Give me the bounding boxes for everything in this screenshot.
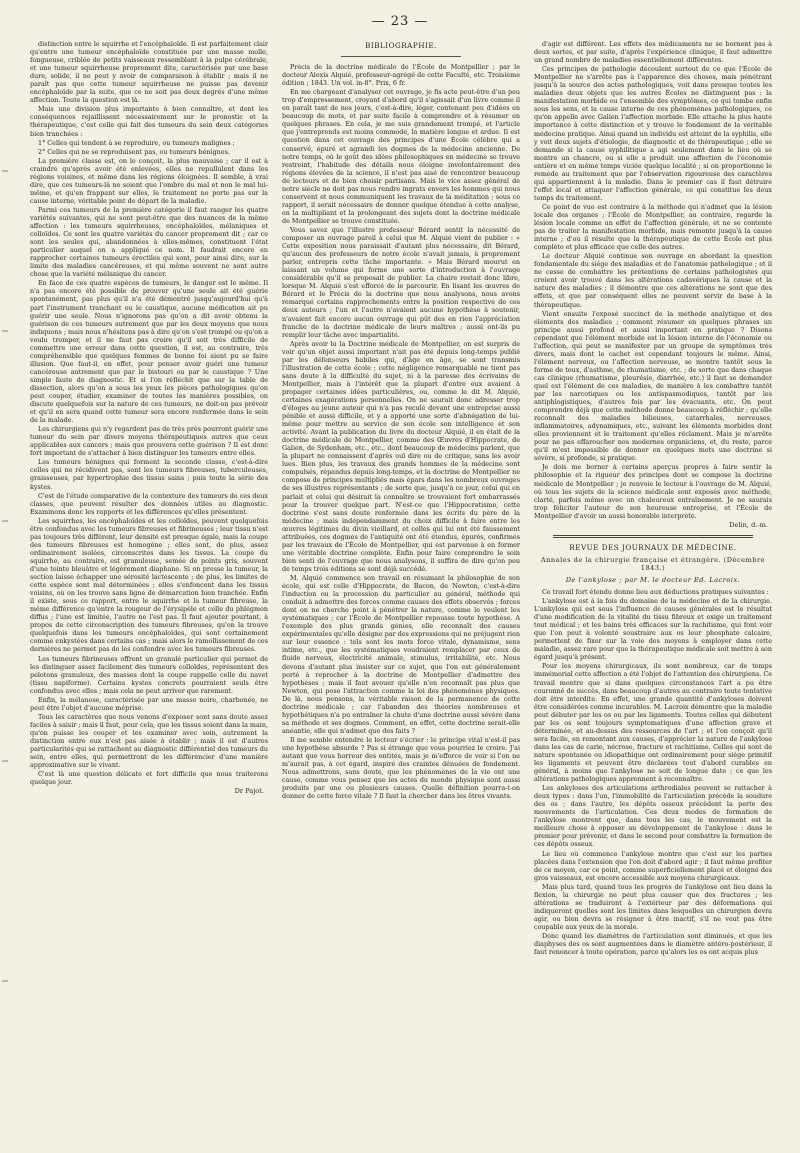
paragraph: Le docteur Alquié continue son ouvrage en abordant la question fondamentale du siége des maladies et de l'anatomie pathologique ; et il ne cesse de combattre les prétentions de certains pathologistes qui croient avoir trouvé dans les altérations cadavériques la cause et la nature des maladies ; il démontre que ces altérations ne sont que des effets, et que par conséquent elles ne peuvent servir de base à la thérapeutique. — [534, 252, 772, 309]
article-body — [30, 40, 268, 786]
paragraph: distinction entre le squirrhe et l'encéphaloïde. Il est parfaitement clair qu'entre une tumeur encéphaloïde constituée par une masse molle, fongueuse, criblée de petits vaisseaux ressemblant à la pulpe cérébrale, et une tumeur squirrheuse proprement dite, caractérisée par une base dure, solide, il ne peut y avoir de comparaison à établir ; mais il ne paraît pas que cette tumeur squirrheuse ne puisse pas devenir encéphaloïde par la suite, que ce ne soit pas deux degrés d'une même affection. Toute la question est là. — [30, 40, 268, 105]
paragraph: Tous les caractères que nous venons d'exposer sont sans doute assez faciles à saisir ; mais il faut, pour cela, que les tissus soient dans la main, qu'on puisse les couper et les examiner avec soin, autrement la distinction entre eux n'est pas aisée à établir ; mais il est d'autres particularités qui se rattachent au diagnostic différentiel des tumeurs du sein, entre elles, qui permettront de les différencier d'une manière approximative sur le vivant. — [30, 712, 268, 770]
paragraph: Les tumeurs fibrineuses offrent un granulé particulier qui permet de les distinguer assez facilement des tumeurs colloïdes, représentent des pelotons granuleux, des masses dont la coupe rappelle celle du navet (tissu napiforme). Certains kystes concrets pourraient seuls être confondus avec elles ; mais cela ne peut arriver que rarement. — [30, 654, 268, 695]
paragraph: Vous savez que l'illustre professeur Bérard sentit la nécessité de composer un ouvrage pareil à celui que M. Alquié vient de publier : « Cette exposition nous paraissait d'autant plus nécessaire, dit Bérard, qu'aucun des professeurs de notre école n'avait jamais, à proprement parler, entrepris cette tâche importante. » Mais Bérard mourut en laissant un volume qui forme une sorte d'introduction à l'ouvrage considérable qu'il se proposait de publier. La chaire restait donc libre, lorsque M. Alquié s'est efforcé de le parcourir. En lisant les œuvres de Bérard et le Précis de la doctrine que nous analysons, nous avons remarqué certains rapprochements entre la position respective de ces deux auteurs ; l'un et l'autre n'avaient aucune hypothèse à soutenir, n'avaient fait encore aucun ouvrage qui pût des en rien l'appréciation franche de la doctrine médicale de leurs maîtres ; aussi ont-ils pu remplir leur tâche avec impartialité. — [282, 225, 520, 339]
paragraph: Mais une division plus importante à bien connaître, et dont les conséquences rejaillissent nécessairement sur le pronostic et la thérapeutique, c'est celle qui fait des tumeurs du sein deux catégories bien tranchées : — [30, 105, 268, 138]
paragraph: En me chargeant d'analyser cet ouvrage, je fis acte peut-être d'un peu trop d'empressement, croyant d'abord qu'il s'agissait d'un livre comme il en paraît tant de nos jours, c'est-à-dire, léger, contenant peu d'idées en beaucoup de mots, et par suite facile à comprendre et à résumer en quelques phrases. En cela, je me suis grandement trompé, et l'article que j'entreprends est moins commode, la matière longue et ardue. Il est question dans cet ouvrage des principes d'une École célèbre qui a conservé, épuré et agrandi les dogmes de la médecine ancienne. De notre temps, où le goût des idées philosophiques en médecine se trouve restreint, l'habitude des détails nous éloigne involontairement des régions élevées de la science, il n'est pas aisé de rencontrer beaucoup de lecteurs et de bien choisir partisans. Mais le vice assez général de notre siècle ne doit pas nous rendre ingrats envers les hommes qui nous conservent et nous communiquent les travaux de la méditation ; sous ce rapport, il serait nécessaire de donner quelque étendue à cette analyse, en la multipliant et la prolongeant des sujets dont la doctrine médicale de Montpellier se trouve constituée. — [282, 88, 520, 225]
paragraph: Vient ensuite l'exposé succinct de la méthode analytique et des éléments des maladies ; comment résumer en quelques phrases un principe aussi profond et aussi important en pratique ? Disons cependant que l'élément morbide est la lésion interne de l'économie ou l'affection, qui peut se manifester par un groupe de symptômes très divers, mais dont le cachet est cependant toujours le même. Ainsi, l'élément nerveux, ou l'affection nerveuse, se montre tantôt sous la forme de toux, d'asthme, de rhumatisme, etc. ; de sorte que dans chaque cas clinique (rhumatisme, pleurésie, diarrhée, etc.) il faut se demander quel est l'élément de ces maladies, de manière à les combattre tantôt par les narcotiques ou les antispasmodiques, tantôt par les antiphlogistiques, d'autres fois par les évacuants, etc. On peut comprendre déjà que cette méthode donne beaucoup à réfléchir ; qu'elle reconnaît des maladies bilieuses, catarrhales, nerveuses, inflammatoires, adynamiques, etc., suivant les éléments morbides dont elles proviennent et le traitement qu'elles réclament. Mais je m'arrête pour ne pas effaroucher nos modernes organiciens, et, du reste, parce qu'il m'est impossible de donner en quelques mots une doctrine si sévère, si profonde, si pratique. — [534, 309, 772, 463]
paragraph: Il me semble entendre le lecteur s'écrier : le principe vital n'est-il pas une hypothèse absurde ? Pas si étrange que vous pourriez le croire. J'ai autant que vous horreur des entités, mais je m'efforce de voir si l'on ne m'aurait pas, à cet égard, inspiré des craintes dénuées de fondement. Nous admettrons, sans doute, que les phénomènes de la vie ont une cause, comme vous pensez que les actes du monde physique sont aussi produits par une ou plusieurs causes. Quelle définition pourra-t-on donner de cette force vitale ? Il faut la chercher dans les êtres vivants. — [282, 735, 520, 801]
column-left — [30, 40, 268, 1140]
journal-review-body — [534, 588, 772, 956]
margin-mark — [2, 760, 8, 762]
paragraph: Je dois me borner à certains aperçus propres à faire sentir la philosophie et la rigueur des principes dont se compose la doctrine médicale de Montpellier ; je renvoie le lecteur à l'ouvrage de M. Alquié, où tous les sujets de la science médicale sont exposés avec méthode, clarté, parfois même avec un chaleureux entraînement. Je ne saurais trop féliciter l'auteur de son heureuse entreprise, et l'École de Montpellier d'avoir un aussi honorable interprète. — [534, 463, 772, 520]
section-heading-bibliographie: BIBLIOGRAPHIE. — [365, 41, 437, 50]
column-right — [534, 40, 772, 1140]
margin-mark — [2, 980, 8, 982]
signature: Delin, d.-m. — [729, 520, 768, 529]
paragraph: Les ankyloses des articulations arthrodiales peuvent se rattacher à deux types : dans l'un, l'immobilité de l'articulation précède la soudure des os ; dans l'autre, les dépôts osseux précèdent la perte des mouvements de l'articulation. Ces deux modes de formation de l'ankylose montrent que, dans tous les cas, le mouvement est la meilleure chose à opposer au développement de l'ankylose : dans le premier pour prévenir, et dans le second pour combattre la formation de ces dépôts osseux. — [534, 784, 772, 849]
paragraph: Ces principes de pathologie découlent surtout de ce que l'École de Montpellier ne s'arrête pas à l'apparence des choses, mais pénétrant jusqu'à la source des actes pathologiques, voit dans presque toutes les maladies deux objets que les autres Écoles ne distinguent pas : la manifestation morbide ou l'ensemble des symptômes, ce qui tombe enfin sous les sens, et la cause interne de ces phénomènes pathologiques, ce qu'on appelle avec Galien l'affection morbide. Elle attache la plus haute importance à cette distinction et y trouve le fondement de la véritable médecine pratique. Ainsi quand un individu est atteint de la syphilis, elle y voit deux sujets d'étiologie, de diagnostic et de thérapeutique ; elle se demande si la cause syphilitique a agi seulement dans le lieu où se montre un chancre, ou si elle a produit une affection de l'économie entière et en même temps viciée quelque localité ; si on proportionne le remède au traitement que par l'observation rigoureuse des caractères qui appartiennent à la maladie. Dans le premier cas il faut détruire l'effet local et attaquer l'affection générale, ce qui constitue les deux temps du traitement. — [534, 65, 772, 202]
paragraph: La première classe est, on le conçoit, la plus mauvaise ; car il est à craindre qu'après avoir été enlevées, elles ne repullulent dans les régions voisines, et même dans les régions éloignées. Il semble, à vrai dire, que ces tumeurs-là ne soient que l'ombre du mal et non le mal lui-même, et qu'en frappant sur elles, le traitement ne porte pas sur la cause interne, véritable point de départ de la maladie. — [30, 156, 268, 205]
paragraph: Donc quand les diamètres de l'articulation sont diminués, et que les diaphyses des os sont augmentées dans le diamètre antéro-postérieur, il faut renoncer à toute opération, parce qu'alors les os ont acquis plus — [534, 931, 772, 957]
paragraph: C'est là une question délicate et fort difficile que nous traiterons quelque jour. — [30, 770, 268, 787]
paragraph: Ce travail fort étendu donne lieu aux déductions pratiques suivantes : — [542, 588, 769, 596]
paragraph: Précis de la doctrine médicale de l'École de Montpellier ; par le docteur Alexis Alquié, professeur-agrégé de cette Faculté, etc. Troisième édition ; 1843. Un vol. in-8°. Prix, 6 fr. — [282, 63, 520, 88]
paragraph: Mais plus tard, quand tous les progrès de l'ankylose ont lieu dans la flexion, la chirurgie ne peut plus causer que des fractures ; les altérations se traduiront à l'extérieur par des déformations qui indiqueront quelles sont les limites dans lesquelles un chirurgien devra agir, ou bien devra se résigner à être inactif, s'il ne veut pas être coupable aux yeux de la morale. — [534, 882, 772, 931]
page-number: — 23 — — [371, 14, 429, 29]
paragraph: L'ankylose est à la fois du domaine de la médecine et de la chirurgie. L'ankylose qui est sous l'influence de causes générales est le résultat d'une modification de la vitalité du tissu fibreux et exige un traitement tout médical ; et les bains très efficaces sur la rachitisme, qui font voir que l'on peut à volonté soustraire aux os leur phosphate calcaire, permettent de fixer sur la voie des moyens à employer dans cette maladie, assez rare pour que la thérapeutique médicale soit mettre à son égard jusqu'à présent. — [534, 597, 772, 662]
paragraph: Parmi ces tumeurs de la première catégorie il faut ranger les quatre variétés suivantes, qui ne sont peut-être que des nuances de la même affection : les tumeurs squirrheuses, encéphaloïdes, mélaniques et colloïdes. Ce sont les quatre variétés du cancer proprement dit ; car ce sont les seules qui, abandonnées à elles-mêmes, constituent l'état particulier auquel on a appliqué ce nom. Il faudrait encore en rapprocher certaines tumeurs érectiles qui sont, pour ainsi dire, sur la limite des maladies cancéreuses, et qui même souvent ne sont autre chose que la variété mélanique du cancer. — [30, 205, 268, 279]
margin-mark — [2, 520, 8, 522]
margin-mark — [2, 170, 8, 172]
divider — [341, 56, 461, 57]
paragraph: 2° Celles qui ne se reproduisent pas, ou tumeurs bénignes. — [38, 147, 230, 156]
divider — [553, 535, 753, 538]
journal-title: Annales de la chirurgie française et étrangère. (Décembre 1843.) — [540, 555, 766, 572]
paragraph: Les squirrhes, les encéphaloïdes et les colloïdes, peuvent quelquefois être confondus avec les tumeurs fibreuses et fibrineuses ; leur tissu n'est pas toujours très différent, leur densité est presque égale, mais la coupe des tumeurs fibreuses est homogène ; elles sont, de plus, assez ordinairement isolées, circonscrites dans les tissus. La coupe du squirrhe, au contraire, est granuleuse, semée de points gris, souvent d'une teinte bleuâtre et légèrement diaphane. Si on presse la tumeur, la section laisse échapper une sérosité lactescente ; de plus, les limites de cette espèce sont mal déterminées ; elles s'enfoncent dans les tissus voisins, où on les trouve sans ligne de démarcation bien tranchée. Enfin il existe, sous ce rapport, entre le squirrhe et la tumeur fibreuse, la même différence qu'entre la rougeur de l'érysipèle et celle du phlegmon diffus ; l'une est limitée, l'autre ne l'est pas. Il faut ajouter pourtant, à propos de cette circonscription des tumeurs fibreuses, qu'on la trouve quelquefois dans les tumeurs encéphaloïdes, qui sont certainement comme enkystées dans certains cas ; mais alors le ramollissement de ces dernières ne permet pas de les confondre avec les tumeurs fibreuses. — [30, 516, 268, 654]
paragraph: C'est de l'étude comparative de la contexture des tumeurs de ces deux classes, que peuvent résulter des données utiles au diagnostic. Examinons donc les rapports et les différences qu'elles présentent. — [30, 491, 268, 516]
paragraph: M. Alquié commence son travail en résumant la philosophie de son école, qui est celle d'Hippocrate, de Bacon, de Newton, c'est-à-dire l'induction ou la procession du particulier au général, méthode qui conduit à admettre des forces comme causes des effets observés ; forces dont on ne cherche point à pénétrer la nature, comme le veulent les systématiques ; car l'École de Montpellier repousse toute hypothèse. A l'exemple des plus grands génies, elle reconnaît des causes expérimentales qu'elle désigne par des expressions qui ne préjugent rien sur leur essence : tels sont les mots force vitale, dynamisme, sens intime, etc., que les systématiques voudraient remplacer par ceux de fluide nerveux, électricité animale, stimulus, irritabilité, etc. Nous devons d'autant plus insister sur ce sujet, que l'on est généralement porté à reprocher à la doctrine de Montpellier d'admettre des hypothèses ; mais il faut avouer qu'elle n'en reconnaît pas plus que Newton, qui pose l'attraction comme la loi des phénomènes physiques. De là, nous pensons, la véritable raison de la permanence de cette doctrine médicale ; car l'abandon des théories nombreuses et hypothétiques n'a pu entraîner la chute d'une doctrine aussi sévère dans sa méthode et ses dogmes. Comment, en effet, cette doctrine serait-elle anéantie, elle qui n'admet que des faits ? — [282, 574, 520, 735]
paragraph: Le lieu où commence l'ankylose montre que c'est sur les parties placées dans l'extension que l'on doit d'abord agir ; il faut même profiter de ce moyen, car ce point, comme superficiellement placé et éloigné des gros vaisseaux, est encore accessible aux moyens chirurgicaux. — [534, 849, 772, 882]
paragraph: d'agir est différent. Les effets des médicaments ne se bornent pas à deux sortes, et par suite, d'après l'expérience clinique, il faut admettre un grand nombre de maladies essentiellement différentes. — [534, 40, 772, 65]
signature: Dr Pajot. — [234, 787, 264, 796]
review-body — [282, 63, 520, 800]
column-middle — [282, 40, 520, 1140]
article-title: De l'ankylose ; par M. le docteur Ed. Lacroix. — [565, 575, 741, 584]
review-body-continued — [534, 40, 772, 520]
section-heading-revue: REVUE DES JOURNAUX DE MÉDECINE. — [569, 542, 737, 552]
paragraph: Ce point de vue est contraire à la méthode qui n'admet que la lésion locale des organes ; l'École de Montpellier, au contraire, regarde la lésion locale comme un effet de l'affection générale, et ne se contente pas de traiter la manifestation morbide, mais remonte jusqu'à la cause interne ; d'où il résulte que la thérapeutique de cette École est plus complète et plus efficace que celle des autres. — [534, 202, 772, 252]
paragraph: Les tumeurs bénignes qui forment la seconde classe, c'est-à-dire celles qui ne récidivent pas, sont les tumeurs fibreuses, tuberculeuses, graisseuses, par hypertrophie des tissus sains ; puis toute la série des kystes. — [30, 458, 268, 491]
paragraph: En face de ces quatre espèces de tumeurs, le danger est le même. Il n'a pas encore été possible de prouver qu'une seule ait été guérie spontanément, pas plus qu'il n'a été démontré jusqu'aujourd'hui qu'à part l'instrument tranchant ou le caustique, aucune médication ait pu guérir une seule. Nous n'ignorons pas qu'on a dit avoir obtenu la guérison de ces tumeurs autrement que par les deux moyens que nous indiquons ; mais nous n'hésitons pas à dire qu'on s'est trompé ou qu'on a voulu tromper, et il ne faut pas croire qu'il soit très difficile de commettre une erreur dans cette question, il est, au contraire, très compréhensible que quelques femmes de bonne foi aient pu se faire illusion. Que faut-il, en effet, pour penser avoir guéri une tumeur cancéreuse autrement que par le bistouri ou par le caustique ? Une simple faute de diagnostic. Et si l'on réfléchit que sur la table de dissection, alors qu'on a sous les yeux les pièces pathologiques qu'on peut couper, étudier, examiner de toutes les manières possibles, on discute quelquefois sur la nature de ces tumeurs, ne doit-on pas prévoir et qu'il en sera quand cette tumeur sera encore renfermée dans le sein de la malade. — [30, 279, 268, 425]
paragraph: 1° Celles qui tendent à se reproduire, ou tumeurs malignes ; — [38, 138, 235, 147]
paragraph: Les chirurgiens qui n'y regardent pas de très près pourront guérir une tumeur du sein par divers moyens thérapeutiques autres que ceux applicables aux cancers ; mais que prouvera cette guérison ? Il est donc fort important de s'attacher à bien distinguer les tumeurs entre elles. — [30, 425, 268, 458]
margin-mark — [2, 330, 8, 332]
paragraph: Enfin, la mélanose, caractérisée par une masse noire, charbonée, ne peut être l'objet d'aucune méprise. — [30, 695, 268, 712]
paragraph: Après avoir lu la Doctrine médicale de Montpellier, on est surpris de voir qu'un objet aussi important n'ait pas été depuis long-temps publié par les défenseurs habiles qui, d'âge en âge, se sont transmis l'illustration de cette école ; cette négligence remarquable ne tient pas sans doute à la difficulté du sujet, ni à la paresse des écrivains de Montpellier, mais à l'intérêt que la plupart d'entre eux avaient à propager certaines idées particulières, ou, comme le dit M. Alquié, certaines exagérations personnelles. On ne saurait donc adresser trop d'éloges au jeune auteur qui n'a pas reculé devant une entreprise aussi pénible et aussi difficile, et y a apporté une sorte d'abnégation de lui-même pour mettre au service de son école son intelligence et son activité. Avant la publication du livre du docteur Alquié, il en était de la doctrine médicale de Montpellier, comme des Œuvres d'Hippocrate, de Galien, de Sydenham, etc., etc., dont beaucoup de médecins parlent, que la plupart ne connaissent d'après ouï dire ou de critique, sans les avoir lues. Bien plus, les travaux des grands hommes de la médecine sont compulsés, répandus depuis long-temps, et la doctrine de Montpellier ne compose de principes multipliés mais épars dans les nombreux ouvrages de ses illustres représentants ; de sorte que, jusqu'à ce jour, celui qui en parlait et celui qui désirait la connaître se trouvaient fort embarrassés pour la trouver quelque part. N'est-ce que l'Hippocratisme, cette doctrine s'est sans doute renfermée dans les écrits du père de la médecine ; mais indépendamment du choix difficile à faire entre les œuvres légitimes du divin vieillard, et celles qui lui ont été faussement attribuées, ces dogmes de l'antiquité ont été étendus, épurés, confirmés par les travaux de l'École de Montpellier, qui est parvenue à en former une véritable doctrine complète. Enfin pour faire comprendre le soin bien senti de l'ouvrage que nous analysons, il suffira de dire qu'on peu de temps trois éditions se sont déjà succédé. — [282, 339, 520, 573]
paragraph: Pour les moyens chirurgicaux, ils sont nombreux, car de temps immémorial cette affection a été l'objet de l'attention des chirurgiens. Ce travail montre que si dans quelques circonstances l'art a pu être couronné de succès, dans beaucoup d'autres au contraire toute tentative doit être interdite. En effet, une grande quantité d'ankyloses doivent être considérées comme incurables. M. Lacroix démontre que la maladie peut débuter par les os ou par les ligaments. Toutes celles qui débutent par les os sont toujours symptomatiques d'une affection grave et déterminée, et au-dessus des ressources de l'art ; et l'on conçoit qu'il sera facile, en remontant aux causes, d'apprécier la nature de l'ankylose dans les cas de carie, nécrose, fracture et rachitisme. Celles qui sont de nature spontanée ou idiopathique ont ordinairement pour siége primitif les ligaments et peuvent être déclarées tout d'abord curables en général, à moins que l'ankylose ne soit de longue date ; ce que les altérations pathologiques apprennent à reconnaître. — [534, 662, 772, 784]
